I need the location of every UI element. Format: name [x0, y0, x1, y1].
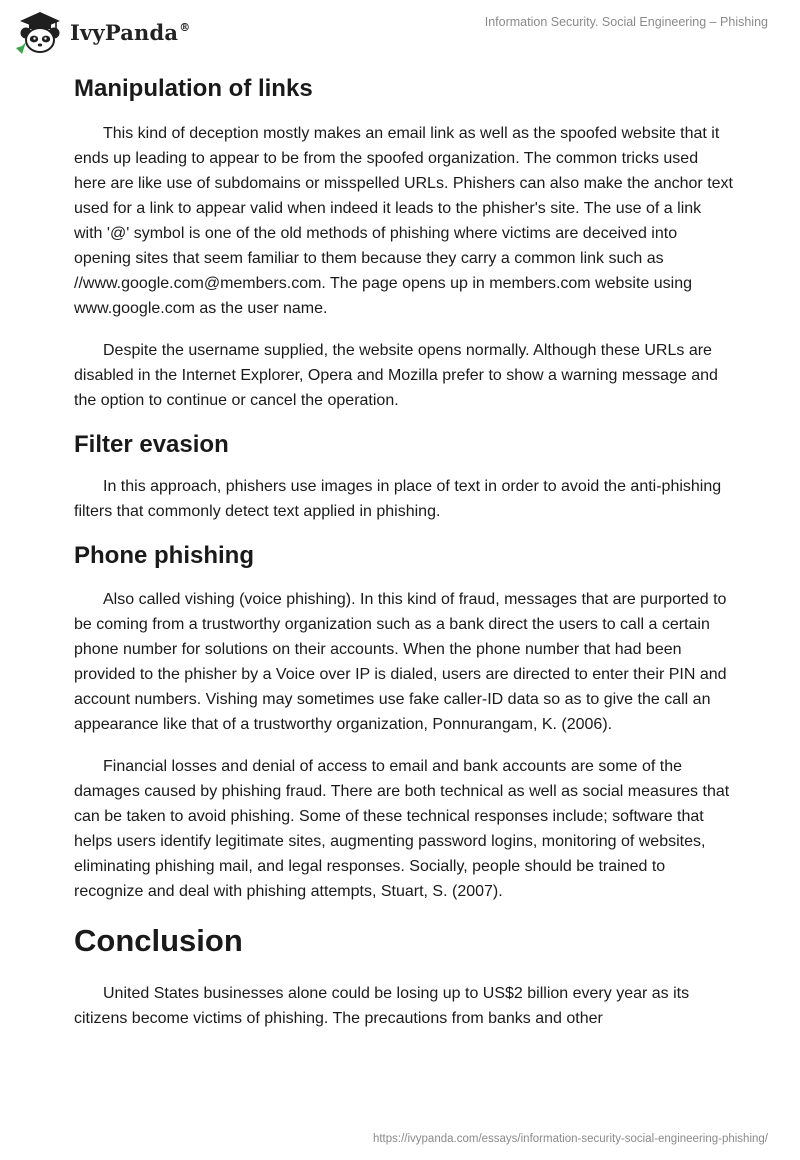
panda-graduate-icon [14, 8, 66, 56]
source-url-link[interactable]: https://ivypanda.com/essays/information-security-social-engineering-phishing/ [372, 1133, 768, 1145]
section-heading-manipulation-of-links: Manipulation of links [74, 75, 313, 102]
document-title: Information Security. Social Engineering – Phishing [484, 15, 768, 29]
paragraph: Also called vishing (voice phishing). In this kind of fraud, messages that are purported to be coming from a trustworthy organization such as a bank direct the users to call a certain phone number for solutions on their accounts. When the phone number that had been provided to the phisher by a Voice over IP is dialed, users are directed to enter their PIN and account numbers. Vishing may sometimes use fake caller-ID data so as to give the call an appearance like that of a trustworthy organization, Ponnurangam, K. (2006). [74, 591, 727, 733]
section-heading-phone-phishing: Phone phishing [74, 542, 254, 569]
essay-content [74, 70, 734, 1031]
ivypanda-logo[interactable] [14, 8, 190, 56]
section-heading-filter-evasion: Filter evasion [74, 431, 229, 458]
paragraph: Financial losses and denial of access to email and bank accounts are some of the damages caused by phishing fraud. There are both technical as well as social measures that can be taken to avoid phishing. Some of these technical responses include; software that helps users identify legitimate sites, augmenting password logins, monitoring of websites, eliminating phishing mail, and legal responses. Socially, people should be trained to recognize and deal with phishing attempts, Stuart, S. (2007). [74, 758, 730, 900]
paragraph: This kind of deception mostly makes an email link as well as the spoofed website that it ends up leading to appear to be from the spoofed organization. The common tricks used here are like use of subdomains or misspelled URLs. Phishers can also make the anchor text used for a link to appear valid when indeed it leads to the phisher's site. The use of a link with '@' symbol is one of the old methods of phishing where victims are deceived into opening sites that seem familiar to them because they carry a common link such as //www.google.com@members.com. The page opens up in members.com website using www.google.com as the user name. [74, 125, 733, 317]
logo-text: IvyPanda [70, 19, 179, 45]
paragraph: In this approach, phishers use images in place of text in order to avoid the anti-phishing filters that commonly detect text applied in phishing. [74, 478, 722, 520]
section-heading-conclusion: Conclusion [74, 923, 243, 958]
paragraph: United States businesses alone could be losing up to US$2 billion every year as its citizens become victims of phishing. The precautions from banks and other [74, 985, 690, 1027]
registered-mark: ® [179, 20, 191, 34]
page-header [0, 0, 800, 64]
logo-wordmark [70, 20, 190, 45]
paragraph: Despite the username supplied, the website opens normally. Although these URLs are disabled in the Internet Explorer, Opera and Mozilla prefer to show a warning message and the option to continue or cancel the operation. [74, 342, 718, 409]
